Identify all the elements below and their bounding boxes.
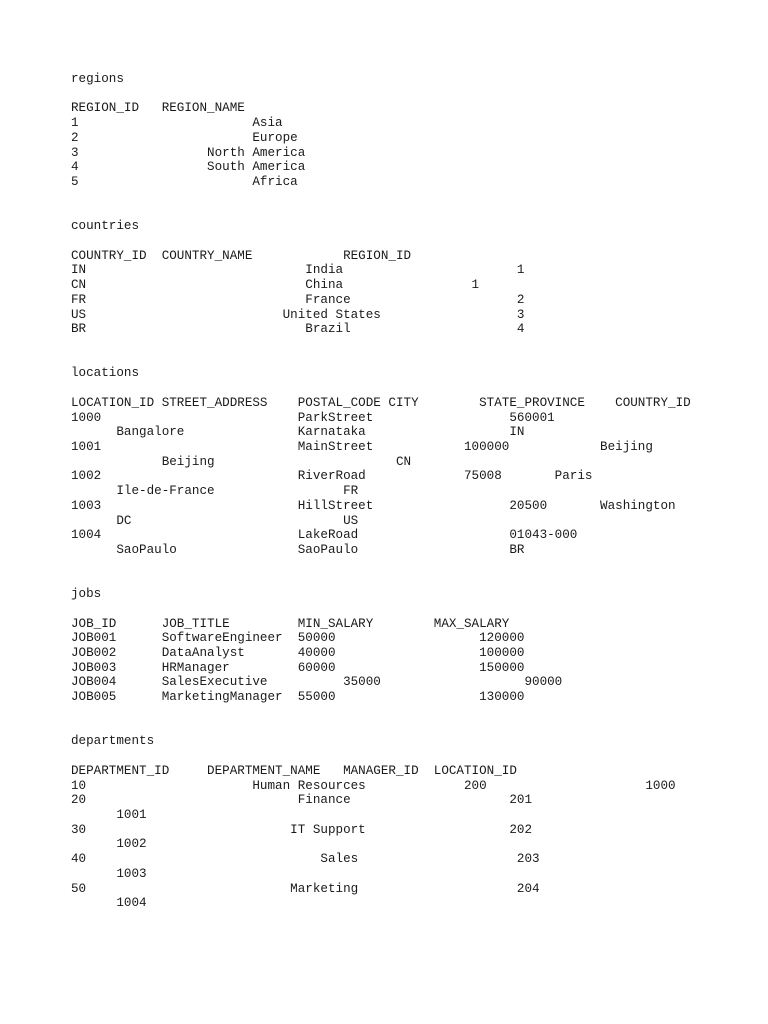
document-line: 1001 MainStreet 100000 Beijing bbox=[71, 439, 653, 454]
schema-data-document bbox=[71, 72, 731, 911]
document-line: COUNTRY_ID COUNTRY_NAME REGION_ID bbox=[71, 248, 412, 263]
document-line: CN China 1 bbox=[71, 278, 480, 293]
document-line: JOB005 MarketingManager 55000 130000 bbox=[71, 690, 525, 705]
document-line: departments bbox=[71, 734, 155, 749]
document-line: JOB_ID JOB_TITLE MIN_SALARY MAX_SALARY bbox=[71, 616, 510, 631]
document-line: regions bbox=[71, 72, 124, 86]
document-line: JOB004 SalesExecutive 35000 90000 bbox=[71, 675, 563, 690]
document-line: IN India 1 bbox=[71, 263, 525, 278]
document-line: 1 Asia bbox=[71, 116, 283, 131]
document-line: 2 Europe bbox=[71, 130, 298, 145]
document-line: 1002 RiverRoad 75008 Paris bbox=[71, 469, 593, 484]
document-line: 1000 ParkStreet 560001 bbox=[71, 410, 555, 425]
document-line: countries bbox=[71, 219, 140, 234]
document-line: jobs bbox=[71, 587, 102, 602]
document-line: 5 Africa bbox=[71, 175, 298, 190]
document-line: US United States 3 bbox=[71, 307, 525, 322]
document-line: Bangalore Karnataka IN bbox=[71, 425, 525, 440]
document-line: Beijing CN bbox=[71, 454, 412, 469]
document-line: 50 Marketing 204 bbox=[71, 881, 540, 896]
document-line: 1003 HillStreet 20500 Washington bbox=[71, 498, 676, 513]
document-line: 4 South America bbox=[71, 160, 306, 175]
document-line: 1004 bbox=[71, 896, 147, 911]
document-line: DEPARTMENT_ID DEPARTMENT_NAME MANAGER_ID LOCATION_ID bbox=[71, 763, 517, 778]
document-line: JOB002 DataAnalyst 40000 100000 bbox=[71, 646, 525, 661]
document-line: 1002 bbox=[71, 837, 147, 852]
document-line: 1004 LakeRoad 01043-000 bbox=[71, 528, 578, 543]
document-line: 1003 bbox=[71, 866, 147, 881]
document-line: REGION_ID REGION_NAME bbox=[71, 101, 245, 116]
document-line: BR Brazil 4 bbox=[71, 322, 525, 337]
document-line: DC US bbox=[71, 513, 359, 528]
document-line: 20 Finance 201 bbox=[71, 793, 533, 808]
document-line: JOB003 HRManager 60000 150000 bbox=[71, 660, 525, 675]
document-line: 10 Human Resources 200 1000 bbox=[71, 778, 676, 793]
document-line: 3 North America bbox=[71, 145, 306, 160]
document-line: Ile-de-France FR bbox=[71, 484, 359, 499]
document-line: SaoPaulo SaoPaulo BR bbox=[71, 543, 525, 557]
document-line: JOB001 SoftwareEngineer 50000 120000 bbox=[71, 631, 525, 646]
document-line: FR France 2 bbox=[71, 292, 525, 307]
document-line: locations bbox=[71, 366, 140, 381]
document-line: 30 IT Support 202 bbox=[71, 822, 533, 837]
document-line: 40 Sales 203 bbox=[71, 852, 540, 867]
document-line: 1001 bbox=[71, 807, 147, 822]
document-line: LOCATION_ID STREET_ADDRESS POSTAL_CODE CITY STATE_PROVINCE COUNTRY_ID bbox=[71, 395, 691, 410]
